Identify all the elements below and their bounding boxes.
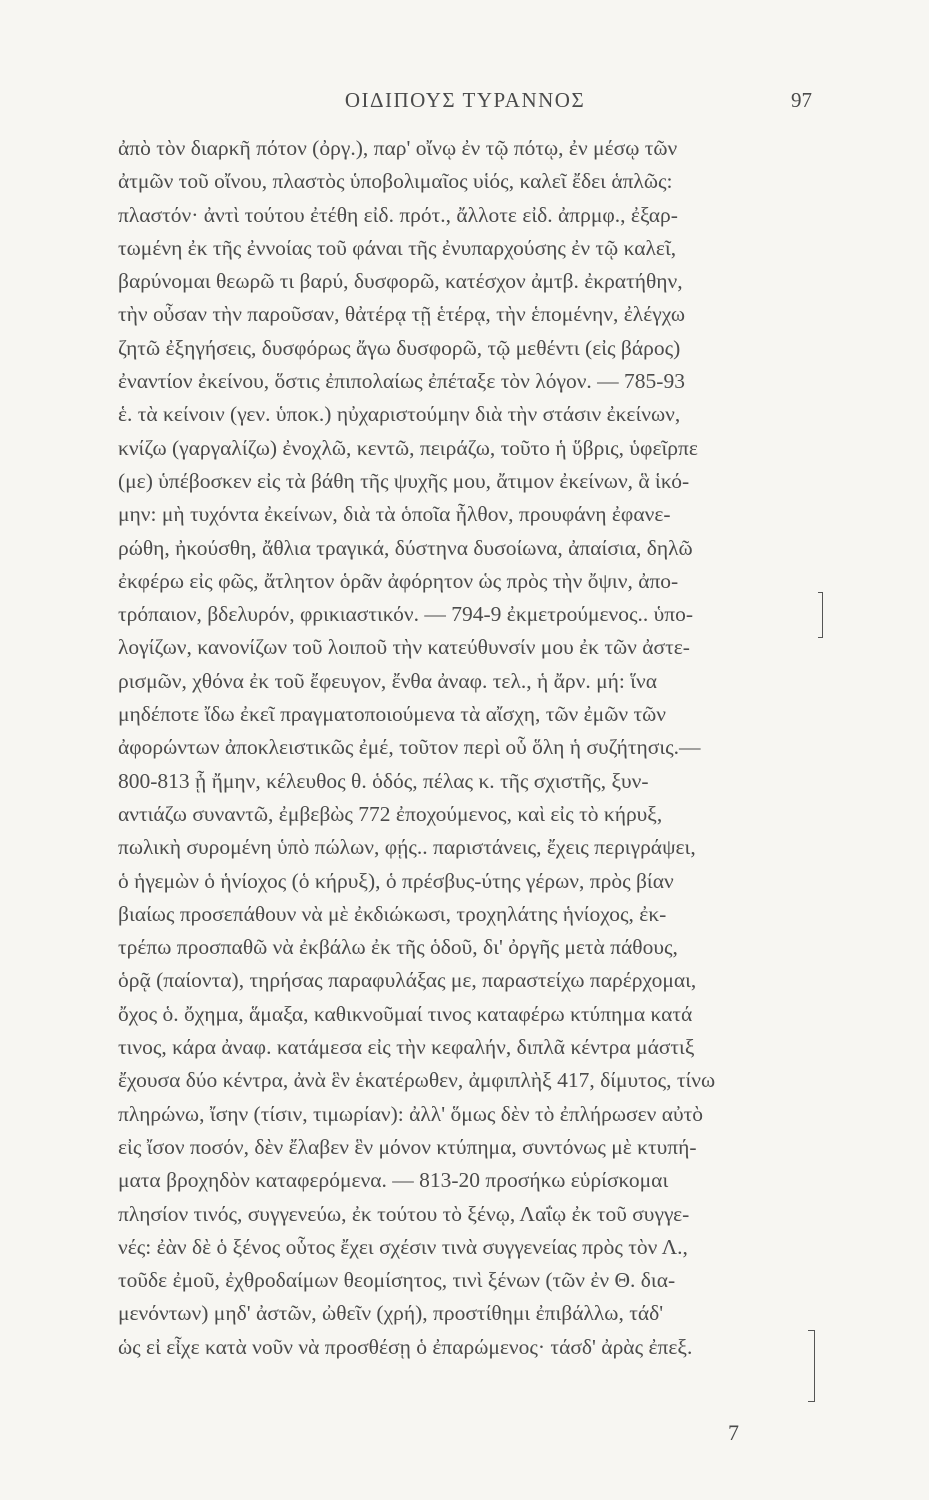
text-line: ἀπὸ τὸν διαρκῆ πότον (ὀργ.), παρ' οἴνῳ ἐν τῷ πότῳ, ἐν μέσῳ τῶν xyxy=(118,136,678,160)
text-line: πλησίον τινός, συγγενεύω, ἐκ τούτου τὸ ξένῳ, Λαΐῳ ἐκ τοῦ συγγε- xyxy=(118,1201,690,1226)
text-line: τὴν οὖσαν τὴν παροῦσαν, θἀτέρᾳ τῇ ἑτέρᾳ, τὴν ἑπομένην, ἐλέγχω xyxy=(118,302,685,327)
text-line: ἀφορώντων ἀποκλειστικῶς ἐμέ, τοῦτον περὶ οὗ ὅλη ἡ συζήτησις.— xyxy=(118,735,701,760)
page-header xyxy=(118,88,812,118)
text-line: ἐκφέρω εἰς φῶς, ἄτλητον ὁρᾶν ἀφόρητον ὡς πρὸς τὴν ὄψιν, ἀπο- xyxy=(118,568,679,593)
text-line: ἐναντίον ἐκείνου, ὅστις ἐπιπολαίως ἐπέταξε τὸν λόγον. — 785-93 xyxy=(118,369,685,394)
text-line: ρώθη, ἠκούσθη, ἄθλια τραγικά, δύστηνα δυσοίωνα, ἀπαίσια, δηλῶ xyxy=(118,535,693,560)
running-title: ΟΙΔΙΠΟΥΣ ΤΥΡΑΝΝΟΣ xyxy=(344,88,586,112)
text-line: ὁρᾷ (παίοντα), τηρήσας παραφυλάξας με, παραστείχω παρέρχομαι, xyxy=(118,968,697,993)
signature-mark: 7 xyxy=(728,1420,739,1445)
text-line: τρέπω προσπαθῶ νὰ ἐκβάλω ἐκ τῆς ὁδοῦ, δι' ὀργῆς μετὰ πάθους, xyxy=(118,935,678,960)
text-line: ὁ ἡγεμὼν ὁ ἡνίοχος (ὁ κήρυξ), ὁ πρέσβυς-ύτης γέρων, πρὸς βίαν xyxy=(118,868,674,893)
text-line: ὡς εἰ εἶχε κατὰ νοῦν νὰ προσθέσῃ ὁ ἐπαρώμενος· τάσδ' ἀρὰς ἐπεξ. xyxy=(118,1334,693,1359)
text-line: ὄχος ὁ. ὄχημα, ἅμαξα, καθικνοῦμαί τινος καταφέρω κτύπημα κατά xyxy=(118,1001,693,1026)
margin-bracket xyxy=(818,592,823,638)
text-line: ἀτμῶν τοῦ οἴνου, πλαστὸς ὑποβολιμαῖος υἱός, καλεῖ ἔδει ἁπλῶς: xyxy=(118,169,673,194)
text-line: τινος, κάρα ἀναφ. κατάμεσα εἰς τὴν κεφαλήν, διπλᾶ κέντρα μάστιξ xyxy=(118,1035,695,1060)
text-line: ρισμῶν, χθόνα ἐκ τοῦ ἔφευγον, ἔνθα ἀναφ. τελ., ἡ ἄρν. μή: ἵνα xyxy=(118,668,657,693)
text-line: βιαίως προσεπάθουν νὰ μὲ ἐκδιώκωσι, τροχηλάτης ἡνίοχος, ἐκ- xyxy=(118,901,667,926)
text-line: πληρώνω, ἴσην (τίσιν, τιμωρίαν): ἀλλ' ὅμως δὲν τὸ ἐπλήρωσεν αὐτὸ xyxy=(118,1101,704,1126)
text-line: εἰς ἴσον ποσόν, δὲν ἔλαβεν ἓν μόνον κτύπημα, συντόνως μὲ κτυπή- xyxy=(118,1134,697,1159)
text-line: ζητῶ ἐξηγήσεις, δυσφόρως ἄγω δυσφορῶ, τῷ μεθέντι (εἰς βάρος) xyxy=(118,335,681,360)
text-line: μηδέποτε ἴδω ἐκεῖ πραγματοποιούμενα τὰ αἴσχη, τῶν ἐμῶν τῶν xyxy=(118,702,666,727)
text-line: μην: μὴ τυχόντα ἐκείνων, διὰ τὰ ὁποῖα ἦλθον, προυφάνη ἐφανε- xyxy=(118,502,671,527)
text-line: κνίζω (γαργαλίζω) ἐνοχλῶ, κεντῶ, πειράζω, τοῦτο ἡ ὕβρις, ὑφεῖρπε xyxy=(118,435,698,460)
text-line: (με) ὑπέβοσκεν εἰς τὰ βάθη τῆς ψυχῆς μου, ἄτιμον ἐκείνων, ἃ ἱκό- xyxy=(118,468,690,493)
text-line: τοῦδε ἐμοῦ, ἐχθροδαίμων θεομίσητος, τινὶ ξένων (τῶν ἐν Θ. δια- xyxy=(118,1268,676,1293)
text-line: μενόντων) μηδ' ἀστῶν, ὠθεῖν (χρή), προστίθημι ἐπιβάλλω, τάδ' xyxy=(118,1301,664,1326)
text-line: ἑ. τὰ κείνοιν (γεν. ὑποκ.) ηὐχαριστούμην διὰ τὴν στάσιν ἐκείνων, xyxy=(118,402,681,427)
page-number: 97 xyxy=(791,88,812,112)
commentary-text xyxy=(118,132,812,1364)
text-line: αντιάζω συναντῶ, ἐμβεβὼς 772 ἐποχούμενος, καὶ εἰς τὸ κήρυξ, xyxy=(118,801,663,826)
text-line: ματα βροχηδὸν καταφερόμενα. — 813-20 προσήκω εὑρίσκομαι xyxy=(118,1168,669,1193)
text-line: νές: ἐὰν δὲ ὁ ξένος οὗτος ἔχει σχέσιν τινὰ συγγενείας πρὸς τὸν Λ., xyxy=(118,1234,688,1259)
text-line: λογίζων, κανονίζων τοῦ λοιποῦ τὴν κατεύθυνσίν μου ἐκ τῶν ἀστε- xyxy=(118,635,690,660)
text-line: ἔχουσα δύο κέντρα, ἀνὰ ἓν ἑκατέρωθεν, ἀμφιπλὴξ 417, δίμυτος, τίνω xyxy=(118,1068,716,1093)
text-line: τωμένη ἐκ τῆς ἐννοίας τοῦ φάναι τῆς ἐνυπαρχούσης ἐν τῷ καλεῖ, xyxy=(118,235,677,260)
margin-bracket-lower xyxy=(808,1330,815,1402)
text-line: πωλικὴ συρομένη ὑπὸ πώλων, φῄς.. παριστάνεις, ἔχεις περιγράψει, xyxy=(118,835,696,860)
text-line: βαρύνομαι θεωρῶ τι βαρύ, δυσφορῶ, κατέσχον ἀμτβ. ἐκρατήθην, xyxy=(118,269,683,294)
text-line: 800-813 ᾗ ἤμην, κέλευθος θ. ὁδός, πέλας κ. τῆς σχιστῆς, ξυν- xyxy=(118,768,649,793)
text-line: πλαστόν· ἀντὶ τούτου ἐτέθη εἰδ. πρότ., ἄλλοτε εἰδ. ἀπρμφ., ἐξαρ- xyxy=(118,202,678,227)
text-line: τρόπαιον, βδελυρόν, φρικιαστικόν. — 794-9 ἐκμετρούμενος.. ὑπο- xyxy=(118,602,694,627)
